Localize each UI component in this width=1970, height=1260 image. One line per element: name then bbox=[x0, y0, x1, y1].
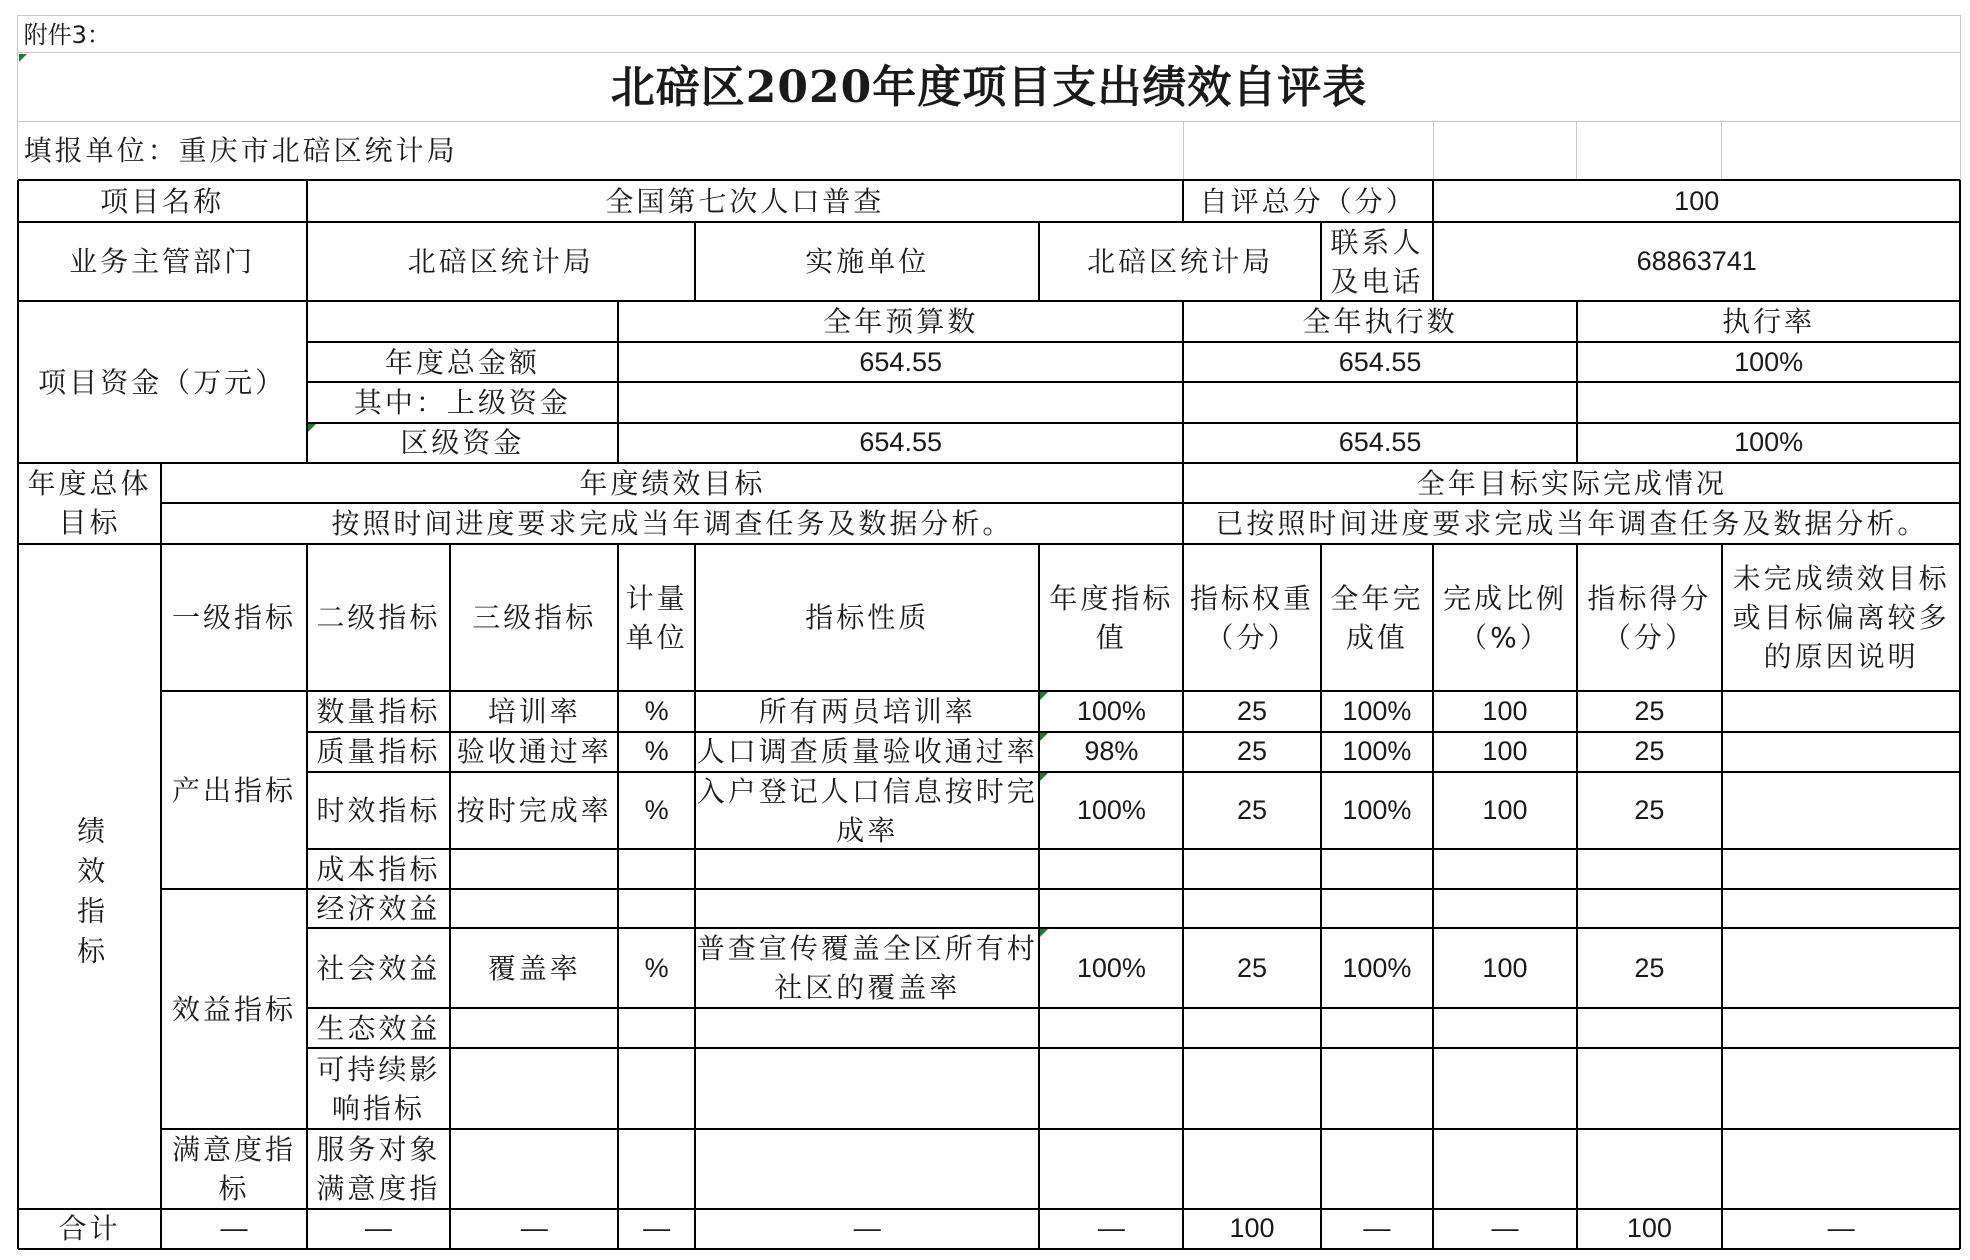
grid-rule bbox=[306, 544, 308, 1249]
indicator-level2: 成本指标 bbox=[316, 852, 441, 886]
indicator-nature bbox=[695, 1048, 1039, 1129]
indicator-nature: 所有两员培训率 bbox=[758, 694, 976, 728]
indicator-full: 100% bbox=[1342, 795, 1412, 825]
total-weight: 100 bbox=[1229, 1213, 1275, 1244]
sheet-gridline bbox=[1721, 121, 1722, 180]
header-full-year: 全年完 成值 bbox=[1330, 581, 1424, 654]
cell-marker-icon bbox=[1040, 733, 1048, 741]
indicator-level3 bbox=[450, 1008, 618, 1048]
indicator-annual bbox=[1039, 1008, 1183, 1048]
total-score: 100 bbox=[1626, 1213, 1672, 1244]
header-level3: 三级指标 bbox=[472, 601, 597, 634]
indicator-weight bbox=[1183, 849, 1321, 889]
goal-target-text: 按照时间进度要求完成当年调查任务及数据分析。 bbox=[331, 507, 1014, 540]
indicator-unit bbox=[618, 849, 695, 889]
funds-budget-header: 全年预算数 bbox=[823, 305, 979, 339]
indicator-annual bbox=[1039, 849, 1183, 889]
indicator-annual bbox=[1039, 1129, 1183, 1208]
grid-rule bbox=[1432, 544, 1434, 1249]
indicator-level2: 时效指标 bbox=[316, 794, 441, 827]
grid-rule bbox=[617, 301, 619, 462]
goal-actual-text: 已按照时间进度要求完成当年调查任务及数据分析。 bbox=[1215, 507, 1929, 540]
attachment-label: 附件3： bbox=[23, 20, 111, 49]
contact-value: 68863741 bbox=[1636, 246, 1757, 277]
indicator-ratio bbox=[1433, 889, 1577, 928]
funds-rate-value bbox=[1577, 382, 1960, 422]
indicator-score bbox=[1577, 1129, 1722, 1208]
indicator-full: 100% bbox=[1342, 952, 1412, 983]
total-full: — bbox=[1363, 1213, 1391, 1244]
grid-rule bbox=[1721, 544, 1723, 1249]
indicator-full bbox=[1321, 1048, 1433, 1129]
indicator-level2: 服务对象 满意度指 bbox=[316, 1132, 441, 1205]
cell-marker-icon bbox=[1040, 692, 1048, 700]
cell-marker-icon bbox=[308, 424, 316, 432]
indicator-full bbox=[1321, 1129, 1433, 1208]
indicator-ratio: 100 bbox=[1482, 695, 1528, 726]
indicator-level2: 社会效益 bbox=[316, 951, 441, 985]
grid-rule bbox=[306, 180, 308, 301]
grid-rule bbox=[1038, 222, 1040, 301]
indicator-level2: 经济效益 bbox=[316, 892, 441, 926]
grid-rule bbox=[1182, 180, 1184, 222]
performance-indicators-label: 绩效指标 bbox=[73, 816, 107, 977]
indicator-unit: % bbox=[644, 736, 669, 767]
indicator-score: 25 bbox=[1634, 952, 1665, 983]
indicator-level3 bbox=[450, 889, 618, 928]
total-reason: — bbox=[1827, 1213, 1855, 1244]
indicator-score: 25 bbox=[1634, 736, 1665, 767]
indicator-ratio bbox=[1433, 1129, 1577, 1208]
indicator-weight: 25 bbox=[1237, 795, 1268, 825]
project-name-label: 项目名称 bbox=[100, 184, 225, 218]
indicator-nature bbox=[695, 849, 1039, 889]
grid-rule bbox=[307, 848, 1961, 850]
group-output: 产出指标 bbox=[171, 773, 296, 807]
funds-executed-value bbox=[1183, 382, 1577, 422]
cell-marker-icon bbox=[1040, 773, 1048, 781]
grid-rule bbox=[307, 927, 1961, 929]
funds-executed-header: 全年执行数 bbox=[1302, 305, 1458, 339]
indicator-weight: 25 bbox=[1237, 736, 1268, 767]
contact-label: 联系人 及电话 bbox=[1330, 225, 1424, 298]
grid-rule bbox=[307, 1047, 1961, 1049]
grid-rule bbox=[18, 300, 1961, 302]
indicator-unit bbox=[618, 889, 695, 928]
indicator-ratio: 100 bbox=[1482, 952, 1528, 983]
indicator-weight bbox=[1183, 1129, 1321, 1208]
department-label: 业务主管部门 bbox=[69, 245, 256, 279]
grid-rule bbox=[617, 544, 619, 1249]
reporting-unit: 填报单位：重庆市北碚区统计局 bbox=[23, 134, 458, 168]
grid-rule bbox=[307, 341, 1961, 343]
indicator-full bbox=[1321, 889, 1433, 928]
goal-target-header: 年度绩效目标 bbox=[579, 466, 766, 500]
indicator-level3: 覆盖率 bbox=[487, 951, 581, 985]
header-level1: 一级指标 bbox=[171, 601, 296, 634]
indicator-level3: 验收通过率 bbox=[456, 735, 612, 769]
funds-budget-value: 654.55 bbox=[859, 427, 942, 458]
group-benefit: 效益指标 bbox=[171, 992, 296, 1026]
goal-actual-header: 全年目标实际完成情况 bbox=[1416, 466, 1727, 500]
project-name-value: 全国第七次人口普查 bbox=[605, 184, 885, 218]
grid-rule bbox=[160, 463, 162, 544]
indicator-weight: 25 bbox=[1237, 952, 1268, 983]
indicator-level3 bbox=[450, 849, 618, 889]
indicator-reason bbox=[1722, 1008, 1960, 1048]
grid-rule bbox=[161, 690, 1960, 692]
indicator-annual: 98% bbox=[1084, 736, 1139, 767]
indicator-full bbox=[1321, 849, 1433, 889]
indicator-weight bbox=[1183, 1008, 1321, 1048]
indicator-unit: % bbox=[644, 795, 669, 825]
total-unit: — bbox=[643, 1213, 671, 1244]
page-title: 北碚区2020年度项目支出绩效自评表 bbox=[610, 61, 1368, 113]
department-value: 北碚区统计局 bbox=[407, 245, 594, 279]
funds-budget-value bbox=[618, 382, 1183, 422]
funds-executed-value: 654.55 bbox=[1338, 346, 1422, 377]
indicator-nature: 入户登记人口信息按时完 成率 bbox=[696, 774, 1038, 847]
funds-row-label: 年度总金额 bbox=[384, 345, 540, 379]
self-score-value: 100 bbox=[1674, 185, 1720, 216]
implementing-unit-value: 北碚区统计局 bbox=[1087, 245, 1274, 279]
funds-budget-value: 654.55 bbox=[859, 346, 942, 377]
indicator-full: 100% bbox=[1342, 695, 1412, 726]
total-nature: — bbox=[853, 1213, 881, 1244]
funds-executed-value: 654.55 bbox=[1338, 427, 1422, 458]
indicator-nature: 人口调查质量验收通过率 bbox=[696, 735, 1038, 769]
indicator-reason bbox=[1722, 691, 1960, 731]
indicator-unit: % bbox=[644, 952, 669, 983]
indicator-nature bbox=[695, 1129, 1039, 1208]
header-weight: 指标权重 （分） bbox=[1190, 581, 1315, 654]
grid-rule bbox=[1432, 180, 1434, 301]
grid-rule bbox=[307, 771, 1961, 773]
total-ratio: — bbox=[1491, 1213, 1519, 1244]
indicator-full: 100% bbox=[1342, 736, 1412, 767]
grid-rule bbox=[1038, 544, 1040, 1249]
annual-goal-label: 年度总体 目标 bbox=[27, 467, 152, 540]
grid-rule bbox=[1182, 463, 1184, 544]
indicator-ratio: 100 bbox=[1482, 736, 1528, 767]
grid-rule bbox=[307, 422, 1961, 424]
header-reason: 未完成绩效目标 或目标偏离较多 的原因说明 bbox=[1732, 562, 1950, 673]
sheet-gridline bbox=[1433, 121, 1434, 180]
indicator-full bbox=[1321, 1008, 1433, 1048]
indicator-annual bbox=[1039, 889, 1183, 928]
funds-row-label: 区级资金 bbox=[400, 426, 525, 460]
grid-rule bbox=[18, 543, 1961, 545]
grid-rule bbox=[161, 502, 1960, 504]
grid-rule bbox=[17, 180, 19, 1248]
total-level2: — bbox=[364, 1213, 392, 1244]
indicator-weight bbox=[1183, 889, 1321, 928]
indicator-weight: 25 bbox=[1237, 695, 1268, 726]
indicator-score bbox=[1577, 889, 1722, 928]
header-level2: 二级指标 bbox=[316, 601, 441, 634]
indicator-annual bbox=[1039, 1048, 1183, 1129]
indicator-score bbox=[1577, 1048, 1722, 1129]
header-score: 指标得分 （分） bbox=[1587, 581, 1712, 654]
indicator-weight bbox=[1183, 1048, 1321, 1129]
indicator-score bbox=[1577, 849, 1722, 889]
cell-marker-icon bbox=[1040, 929, 1048, 937]
grid-rule bbox=[694, 544, 696, 1249]
funds-label: 项目资金（万元） bbox=[38, 365, 287, 399]
sheet-gridline bbox=[1576, 121, 1577, 180]
indicator-unit bbox=[618, 1048, 695, 1129]
grid-rule bbox=[160, 544, 162, 1249]
indicator-score: 25 bbox=[1634, 695, 1665, 726]
indicator-score: 25 bbox=[1634, 795, 1665, 825]
grid-rule bbox=[18, 1248, 1961, 1250]
grid-rule bbox=[161, 888, 1960, 890]
grid-rule bbox=[307, 381, 1961, 383]
indicator-level3: 培训率 bbox=[487, 694, 581, 728]
indicator-nature bbox=[695, 1008, 1039, 1048]
indicator-level3: 按时完成率 bbox=[456, 794, 612, 827]
grid-rule bbox=[694, 222, 696, 301]
total-annual: — bbox=[1097, 1213, 1125, 1244]
grid-rule bbox=[1576, 301, 1578, 462]
funds-rate-value: 100% bbox=[1734, 346, 1804, 377]
indicator-unit: % bbox=[644, 695, 669, 726]
grid-rule bbox=[18, 221, 1961, 223]
grid-rule bbox=[307, 731, 1961, 733]
grid-rule bbox=[1959, 180, 1961, 1248]
indicator-reason bbox=[1722, 849, 1960, 889]
indicator-unit bbox=[618, 1129, 695, 1208]
indicator-level2: 生态效益 bbox=[316, 1011, 441, 1045]
indicator-annual: 100% bbox=[1076, 695, 1146, 726]
indicator-level3 bbox=[450, 1129, 618, 1208]
indicator-reason bbox=[1722, 772, 1960, 849]
header-annual-value: 年度指标 值 bbox=[1049, 581, 1174, 654]
indicator-nature bbox=[695, 889, 1039, 928]
grid-rule bbox=[306, 301, 308, 462]
indicator-annual: 100% bbox=[1076, 952, 1146, 983]
indicator-score bbox=[1577, 1008, 1722, 1048]
grid-rule bbox=[18, 462, 1961, 464]
grid-rule bbox=[161, 1128, 1960, 1130]
funds-row-label: 其中：上级资金 bbox=[353, 385, 571, 419]
grid-rule bbox=[1320, 222, 1322, 301]
indicator-reason bbox=[1722, 928, 1960, 1007]
indicator-ratio bbox=[1433, 849, 1577, 889]
grid-rule bbox=[18, 179, 1961, 181]
grid-rule bbox=[1182, 544, 1184, 1249]
indicator-reason bbox=[1722, 1048, 1960, 1129]
header-unit: 计量 单位 bbox=[625, 581, 688, 654]
indicator-annual: 100% bbox=[1076, 795, 1146, 825]
indicator-nature: 普查宣传覆盖全区所有村 社区的覆盖率 bbox=[696, 932, 1038, 1005]
grid-rule bbox=[18, 1208, 1961, 1210]
group-satisfaction: 满意度指 标 bbox=[171, 1132, 296, 1205]
grid-rule bbox=[1320, 544, 1322, 1249]
indicator-unit bbox=[618, 1008, 695, 1048]
total-level1: — bbox=[220, 1213, 248, 1244]
funds-rate-value: 100% bbox=[1734, 427, 1804, 458]
header-nature: 指标性质 bbox=[805, 601, 930, 634]
indicator-reason bbox=[1722, 889, 1960, 928]
indicator-ratio bbox=[1433, 1008, 1577, 1048]
indicator-level3 bbox=[450, 1048, 618, 1129]
indicator-level2: 质量指标 bbox=[316, 735, 441, 769]
grid-rule bbox=[307, 1007, 1961, 1009]
total-level3: — bbox=[520, 1213, 548, 1244]
total-label: 合计 bbox=[58, 1212, 121, 1246]
implementing-unit-label: 实施单位 bbox=[805, 245, 930, 279]
indicator-level2: 数量指标 bbox=[316, 694, 441, 728]
indicator-level2: 可持续影 响指标 bbox=[316, 1052, 441, 1125]
grid-rule bbox=[1576, 544, 1578, 1249]
grid-rule bbox=[1182, 301, 1184, 462]
self-score-label: 自评总分（分） bbox=[1199, 184, 1417, 218]
sheet-gridline bbox=[18, 15, 1961, 16]
header-ratio: 完成比例 （%） bbox=[1442, 581, 1567, 654]
indicator-ratio bbox=[1433, 1048, 1577, 1129]
grid-rule bbox=[449, 544, 451, 1249]
sheet-gridline bbox=[1183, 121, 1184, 180]
indicator-reason bbox=[1722, 732, 1960, 772]
funds-rate-header: 执行率 bbox=[1722, 305, 1816, 339]
indicator-reason bbox=[1722, 1129, 1960, 1208]
indicator-ratio: 100 bbox=[1482, 795, 1528, 825]
